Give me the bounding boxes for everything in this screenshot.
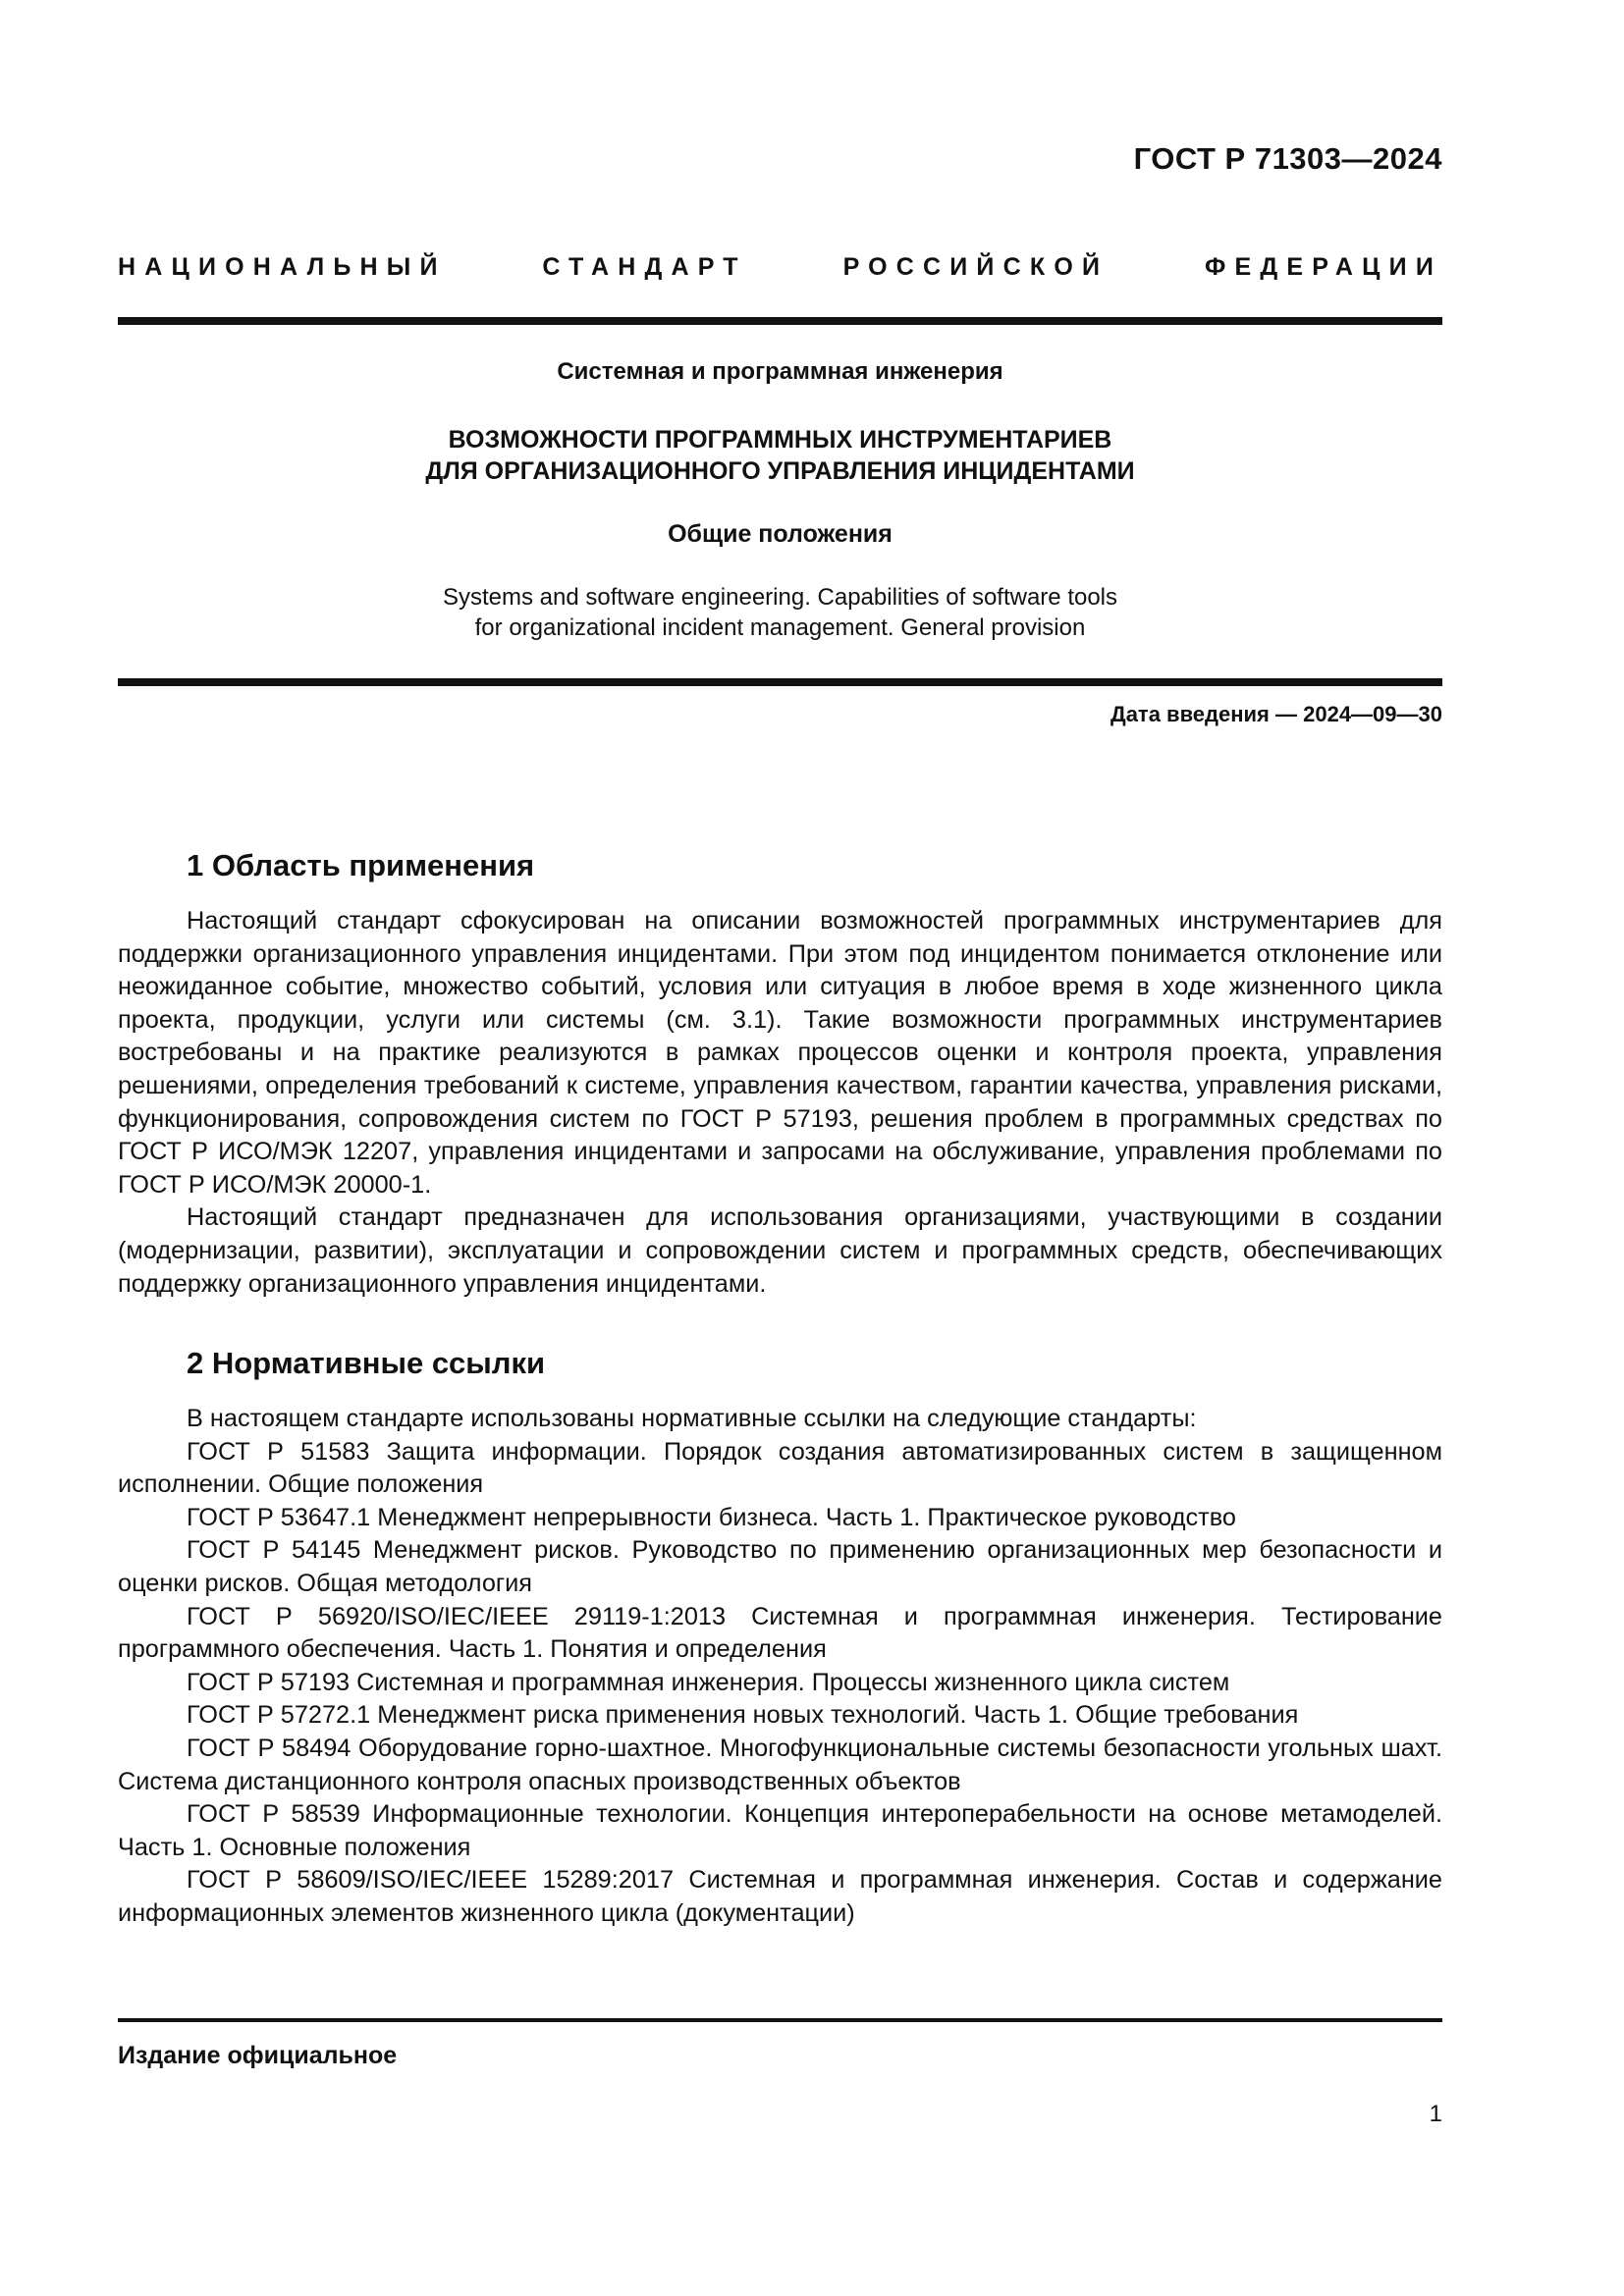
- reference-item: ГОСТ Р 51583 Защита информации. Порядок создания автоматизированных систем в защищенном исполнении. Общие положения: [118, 1437, 1442, 1499]
- reference-item: ГОСТ Р 57272.1 Менеджмент риска применения новых технологий. Часть 1. Общие требования: [187, 1701, 1299, 1730]
- reference-item: ГОСТ Р 57193 Системная и программная инженерия. Процессы жизненного цикла систем: [187, 1668, 1230, 1696]
- page-number: 1: [1429, 2101, 1442, 2127]
- document-title-line-1: ВОЗМОЖНОСТИ ПРОГРАММНЫХ ИНСТРУМЕНТАРИЕВ: [448, 426, 1112, 454]
- section-2-heading: 2 Нормативные ссылки: [187, 1346, 546, 1380]
- english-title-line-1: Systems and software engineering. Capabilities of software tools: [442, 584, 1118, 611]
- english-title: [118, 582, 1442, 643]
- reference-item: ГОСТ Р 53647.1 Менеджмент непрерывности бизнеса. Часть 1. Практическое руководство: [187, 1503, 1236, 1531]
- section-1-paragraph: Настоящий стандарт сфокусирован на описании возможностей программных инструментариев для поддержки организационного управления инцидентами. При этом под инцидентом понимается отклонение или неожиданное событие, множество событий, условия или ситуация в любое время в ходе жизненного цикла проекта, продукции, услуги или системы (см. 3.1). Такие возможности программных инструментариев востребованы и на практике реализуются в рамках процессов оценки и контроля проекта, управления решениями, определения требований к системе, управления качеством, гарантии качества, управления рисками, функционирования, сопровождения систем по ГОСТ Р 57193, решения проблем в программных средствах по ГОСТ Р ИСО/МЭК 12207, управления инцидентами и запросами на обслуживание, управления проблемами по ГОСТ Р ИСО/МЭК 20000-1.: [118, 907, 1442, 1199]
- standard-number: ГОСТ Р 71303—2024: [1133, 141, 1442, 176]
- reference-item: ГОСТ Р 58539 Информационные технологии. Концепция интероперабельности на основе метамоделей. Часть 1. Основные положения: [118, 1800, 1442, 1861]
- top-divider: [118, 317, 1442, 325]
- edition-label: Издание официальное: [118, 2042, 398, 2069]
- section-1-paragraph: Настоящий стандарт предназначен для использования организациями, участвующими в создании (модернизации, развитии), эксплуатации и сопровождении систем и программных средств, обеспечивающих поддержку организационного управления инцидентами.: [118, 1203, 1442, 1298]
- english-title-line-2: for organizational incident management. General provision: [474, 614, 1086, 641]
- introduction-date: Дата введения — 2024—09—30: [1110, 702, 1442, 726]
- section-2-paragraph: В настоящем стандарте использованы нормативные ссылки на следующие стандарты:: [187, 1405, 1197, 1432]
- reference-item: ГОСТ Р 58609/ISO/IEC/IEEE 15289:2017 Системная и программная инженерия. Состав и содержание информационных элементов жизненного цикла (документации): [118, 1866, 1442, 1927]
- document-title: [118, 424, 1442, 487]
- reference-item: ГОСТ Р 56920/ISO/IEC/IEEE 29119-1:2013 Системная и программная инженерия. Тестирование программного обеспечения. Часть 1. Понятия и определения: [118, 1602, 1442, 1664]
- reference-item: ГОСТ Р 58494 Оборудование горно-шахтное. Многофункциональные системы безопасности угольных шахт. Система дистанционного контроля опасных производственных объектов: [118, 1734, 1442, 1795]
- reference-item: ГОСТ Р 54145 Менеджмент рисков. Руководство по применению организационных мер безопасности и оценки рисков. Общая методология: [118, 1536, 1442, 1597]
- section-1-heading: 1 Область применения: [187, 848, 535, 882]
- section-1-body: [118, 905, 1442, 1301]
- document-subtitle: Общие положения: [668, 520, 893, 548]
- national-standard-title: НАЦИОНАЛЬНЫЙ СТАНДАРТ РОССИЙСКОЙ ФЕДЕРАЦИИ: [118, 253, 1442, 281]
- document-title-line-2: ДЛЯ ОРГАНИЗАЦИОННОГО УПРАВЛЕНИЯ ИНЦИДЕНТАМИ: [425, 457, 1135, 485]
- title-divider: [118, 678, 1442, 686]
- section-2-body: [118, 1403, 1442, 1931]
- standard-area: Системная и программная инженерия: [557, 358, 1003, 385]
- footer-divider: [118, 2018, 1442, 2022]
